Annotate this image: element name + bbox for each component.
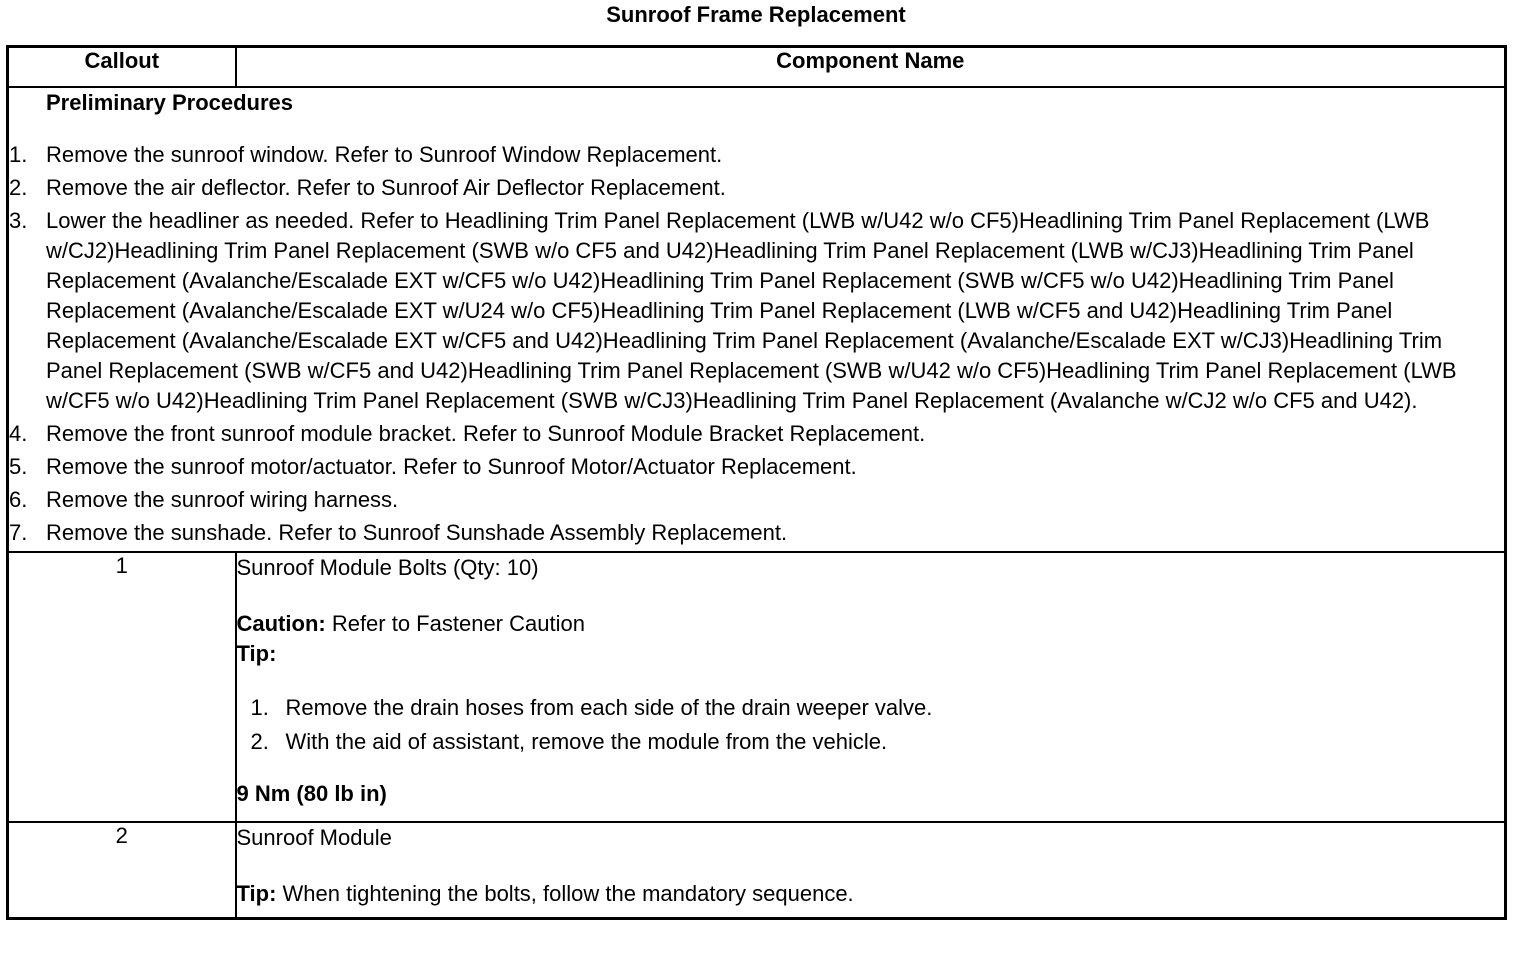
preliminary-row (8, 87, 1506, 552)
list-item (9, 140, 1504, 170)
step-text: Remove the sunroof wiring harness. (46, 487, 399, 512)
caution-text: Refer to Fastener Caution (325, 611, 585, 636)
tip-text: Remove the drain hoses from each side of the drain weeper valve. (285, 695, 933, 720)
step-number: 7. (9, 520, 28, 545)
tip-label: Tip: (236, 881, 277, 906)
step-number: 2. (9, 175, 28, 200)
step-number: 5. (9, 454, 28, 479)
step-text: Remove the sunroof window. Refer to Sunroof Window Replacement. (46, 142, 723, 167)
list-item (9, 452, 1504, 482)
step-number: 3. (9, 208, 28, 233)
tip-steps (237, 693, 1505, 757)
callout-number: 1 (8, 552, 236, 822)
list-item (9, 518, 1504, 548)
tip-text: With the aid of assistant, remove the module from the vehicle. (285, 729, 888, 754)
header-callout: Callout (8, 47, 236, 88)
tip-number: 2. (250, 729, 269, 754)
tip-label: Tip: (236, 641, 277, 666)
tip-line (237, 879, 1505, 909)
list-item (251, 693, 1505, 723)
torque-spec: 9 Nm (80 lb in) (236, 781, 387, 806)
table-header-row (8, 47, 1506, 88)
component-name: Sunroof Module Bolts (Qty: 10) (236, 555, 539, 580)
component-cell (236, 822, 1506, 918)
list-item (9, 485, 1504, 515)
page-title: Sunroof Frame Replacement (606, 2, 906, 27)
caution-line (237, 609, 1505, 639)
component-name: Sunroof Module (236, 825, 392, 850)
list-item (9, 173, 1504, 203)
step-number: 1. (9, 142, 28, 167)
step-text: Remove the sunshade. Refer to Sunroof Sunshade Assembly Replacement. (46, 520, 788, 545)
preliminary-steps (9, 140, 1504, 548)
callout-number: 2 (8, 822, 236, 918)
step-text: Remove the front sunroof module bracket. Refer to Sunroof Module Bracket Replacement. (46, 421, 926, 446)
step-text: Remove the air deflector. Refer to Sunroof Air Deflector Replacement. (46, 175, 726, 200)
tip-text: When tightening the bolts, follow the mandatory sequence. (276, 881, 854, 906)
table-row (8, 822, 1506, 918)
component-cell (236, 552, 1506, 822)
list-item (9, 419, 1504, 449)
preliminary-heading: Preliminary Procedures (46, 90, 294, 115)
header-component-name: Component Name (236, 47, 1506, 88)
caution-label: Caution: (236, 611, 326, 636)
table-row (8, 552, 1506, 822)
step-number: 6. (9, 487, 28, 512)
list-item (251, 727, 1505, 757)
tip-number: 1. (250, 695, 269, 720)
component-table (6, 45, 1507, 920)
step-text: Remove the sunroof motor/actuator. Refer to Sunroof Motor/Actuator Replacement. (46, 454, 857, 479)
step-number: 4. (9, 421, 28, 446)
preliminary-cell (8, 87, 1506, 552)
list-item (9, 206, 1504, 416)
step-text: Lower the headliner as needed. Refer to Headlining Trim Panel Replacement (LWB w/U42 w/o CF5)Headlining Trim Panel Replacement (LWB w/CJ2)Headlining Trim Panel Replacement (SWB w/o CF5 and U42)Headlining Trim Panel Replacement (LWB w/CJ3)Headlining Trim Panel Replacement (Avalanche/Escalade EXT w/CF5 w/o U42)Headlining Trim Panel Replacement (SWB w/CF5 w/o U42)Headlining Trim Panel Replacement (Avalanche/Escalade EXT w/U24 w/o CF5)Headlining Trim Panel Replacement (LWB w/CF5 and U42)Headlining Trim Panel Replacement (Avalanche/Escalade EXT w/CF5 and U42)Headlining Trim Panel Replacement (Avalanche/Escalade EXT w/CJ3)Headlining Trim Panel Replacement (SWB w/CF5 and U42)Headlining Trim Panel Replacement (SWB w/U42 w/o CF5)Headlining Trim Panel Replacement (LWB w/CF5 w/o U42)Headlining Trim Panel Replacement (SWB w/CJ3)Headlining Trim Panel Replacement (Avalanche w/CJ2 w/o CF5 and U42). (46, 208, 1457, 413)
